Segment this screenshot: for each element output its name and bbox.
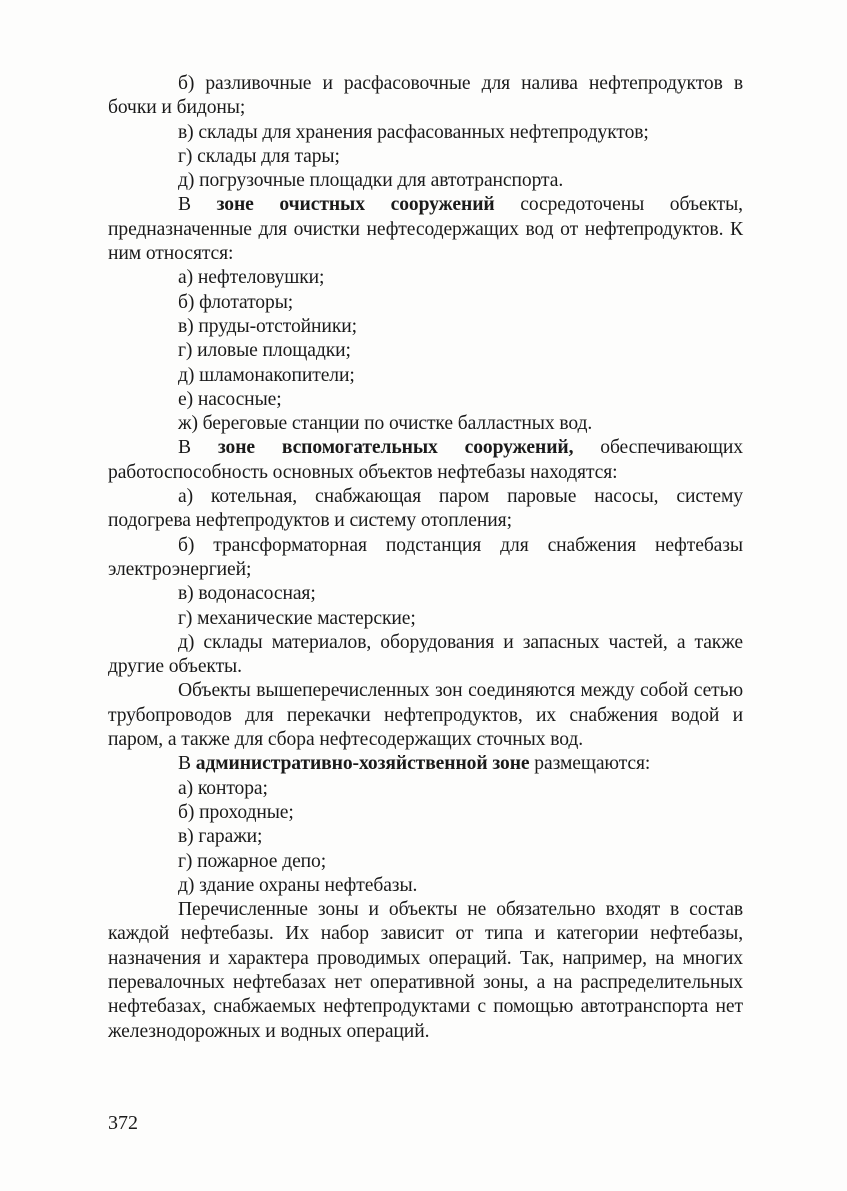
paragraph-4: д) погрузочные площадки для автотранспорта. [178, 170, 564, 192]
paragraph-22: б) проходные; [178, 801, 294, 823]
paragraph-12: ж) береговые станции по очистке балластных вод. [178, 413, 593, 435]
paragraph-15: б) трансформаторная подстанция для снабжения нефтебазы электроэнергией; [108, 534, 743, 580]
bold-term: зоне вспомогательных сооружений, [217, 437, 574, 459]
paragraph-6: а) нефтеловушки; [178, 267, 325, 289]
page-number: 372 [108, 1112, 138, 1134]
paragraph-26: Перечисленные зоны и объекты не обязательно входят в состав каждой нефтебазы. Их набор зависит от типа и категории нефтебазы, назначения и характера проводимых операций. Так, например, на многих перевалочных нефтебазах нет оперативной зоны, а на распределительных нефтебазах, снабжаемых нефтепродуктами с помощью автотранспорта нет железнодорожных и водных операций. [108, 899, 743, 1042]
paragraph-9: г) иловые площадки; [178, 340, 351, 362]
paragraph-7: б) флотаторы; [178, 291, 294, 313]
paragraph-11: е) насосные; [178, 388, 282, 410]
paragraph-19: Объекты вышеперечисленных зон соединяются между собой сетью трубопроводов для перекачки нефтепродуктов, их снабжения водой и паром, а также для сбора нефтесодержащих сточных вод. [108, 680, 743, 751]
bold-term: административно-хозяйственной зоне [195, 753, 530, 775]
paragraph-5: В зоне очистных сооружений сосредоточены объекты, предназначенные для очистки нефтесодержащих вод от нефтепродуктов. К ним относятся: [108, 194, 743, 265]
paragraph-21: а) контора; [178, 777, 268, 799]
paragraph-23: в) гаражи; [178, 826, 263, 848]
paragraph-3: г) склады для тары; [178, 145, 340, 167]
paragraph-25: д) здание охраны нефтебазы. [178, 874, 418, 896]
paragraph-18: д) склады материалов, оборудования и запасных частей, а также другие объекты. [108, 631, 743, 678]
paragraph-20: В административно-хозяйственной зоне размещаются: [178, 753, 651, 775]
paragraph-24: г) пожарное депо; [178, 850, 327, 872]
paragraph-17: г) механические мастерские; [178, 607, 416, 629]
paragraph-8: в) пруды-отстойники; [178, 315, 357, 337]
body-text [108, 72, 743, 1044]
paragraph-10: д) шламонакопители; [178, 364, 355, 386]
paragraph-13: В зоне вспомогательных сооружений, обеспечивающих работоспособность основных объектов нефтебазы находятся: [108, 437, 743, 483]
paragraph-2: в) склады для хранения расфасованных нефтепродуктов; [178, 121, 649, 143]
paragraph-16: в) водонасосная; [178, 583, 316, 605]
paragraph-14: а) котельная, снабжающая паром паровые насосы, систему подогрева нефтепродуктов и систему отопления; [108, 486, 743, 532]
paragraph-1: б) разливочные и расфасовочные для налива нефтепродуктов в бочки и бидоны; [108, 73, 743, 119]
bold-term: зоне очистных сооружений [216, 194, 495, 216]
